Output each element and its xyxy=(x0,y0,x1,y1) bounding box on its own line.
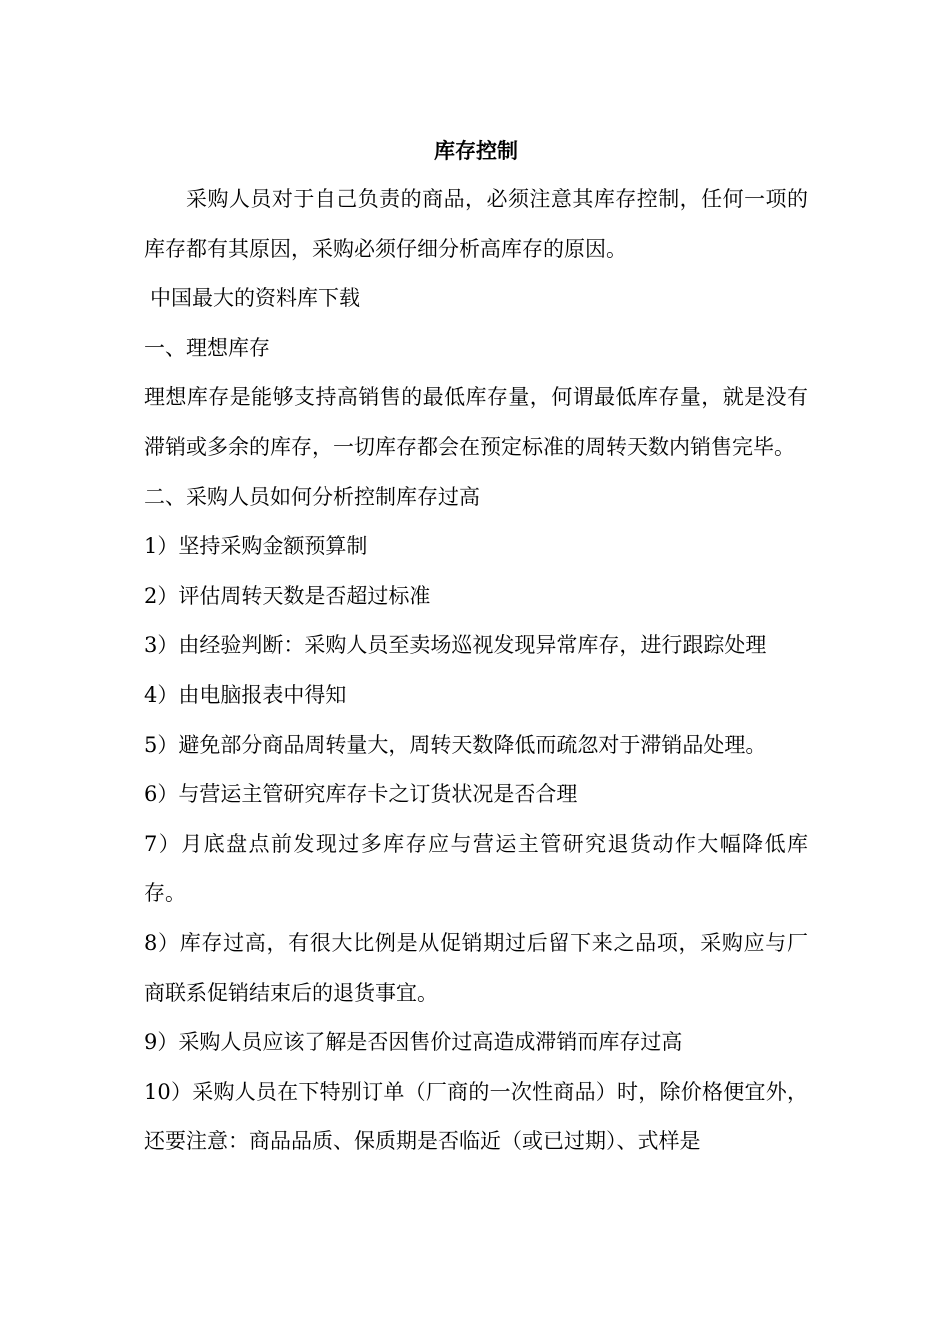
document-title: 库存控制 xyxy=(434,139,518,163)
list-item: 1）坚持采购金额预算制 xyxy=(144,534,368,559)
list-item: 5）避免部分商品周转量大，周转天数降低而疏忽对于滞销品处理。 xyxy=(144,732,767,757)
list-item: 7）月底盘点前发现过多库存应与营运主管研究退货动作大幅降低库存。 xyxy=(144,831,808,906)
list-item: 4）由电脑报表中得知 xyxy=(144,682,347,707)
document-body xyxy=(144,128,808,1167)
section-heading-ideal-inventory: 一、理想库存 xyxy=(144,335,270,360)
list-item: 9）采购人员应该了解是否因售价过高造成滞销而库存过高 xyxy=(144,1030,683,1055)
section-heading-analysis: 二、采购人员如何分析控制库存过高 xyxy=(144,484,480,509)
list-item: 8）库存过高，有很大比例是从促销期过后留下来之品项，采购应与厂商联系促销结束后的退货事宜。 xyxy=(144,930,808,1005)
list-item: 2）评估周转天数是否超过标准 xyxy=(144,583,431,608)
list-item: 10）采购人员在下特别订单（厂商的一次性商品）时，除价格便宜外，还要注意：商品品质、保质期是否临近（或已过期）、式样是 xyxy=(144,1079,808,1154)
list-item: 3）由经验判断：采购人员至卖场巡视发现异常库存，进行跟踪处理 xyxy=(144,633,767,658)
list-item: 6）与营运主管研究库存卡之订货状况是否合理 xyxy=(144,782,578,807)
ideal-inventory-paragraph: 理想库存是能够支持高销售的最低库存量，何谓最低库存量，就是没有滞销或多余的库存，一切库存都会在预定标准的周转天数内销售完毕。 xyxy=(144,385,808,459)
source-note: 中国最大的资料库下载 xyxy=(150,286,360,311)
intro-paragraph: 采购人员对于自己负责的商品，必须注意其库存控制，任何一项的库存都有其原因，采购必须仔细分析高库存的原因。 xyxy=(144,187,808,261)
